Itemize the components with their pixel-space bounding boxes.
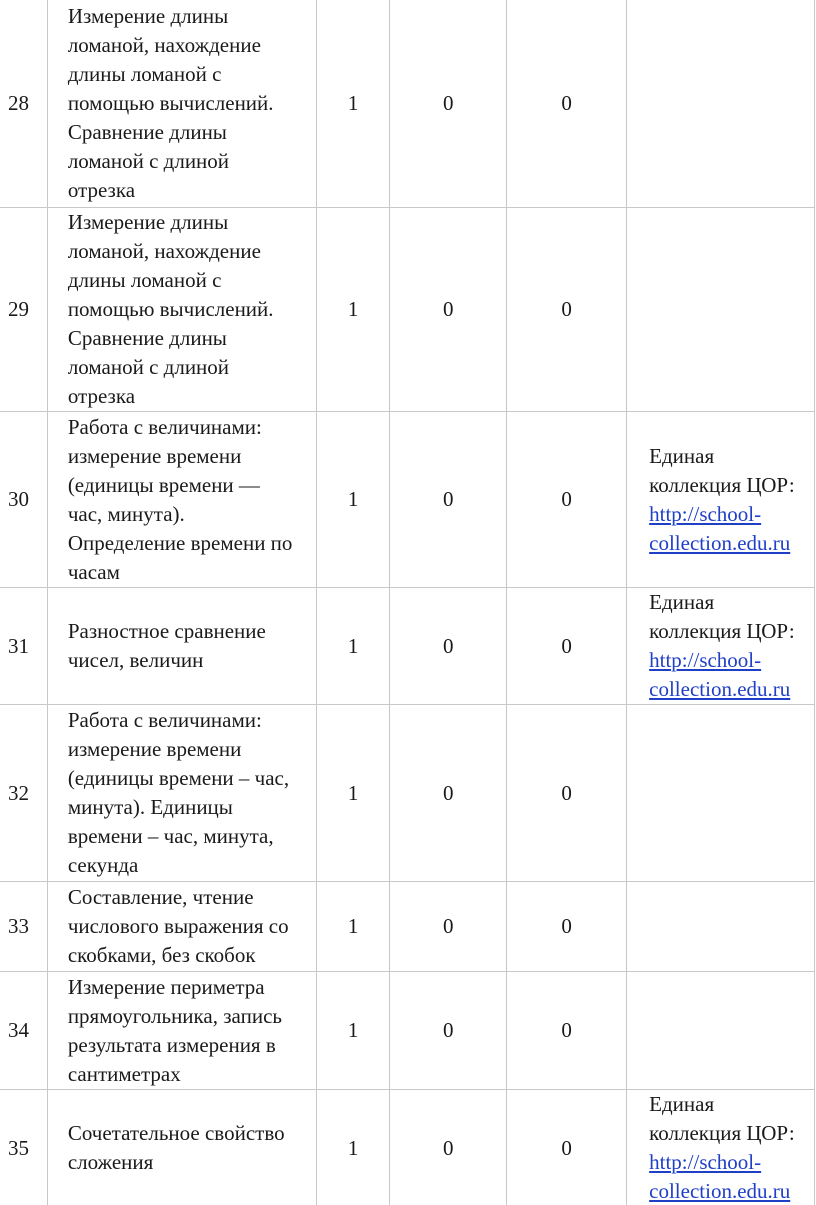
topic-line: результата измерения в (67, 1032, 276, 1057)
topic-line: ломаной, нахождение (67, 239, 261, 263)
hours-control: 0 (390, 588, 507, 705)
topic-line: длины ломаной с (67, 61, 222, 86)
lesson-topic (47, 705, 316, 882)
hours-total: 1 (316, 0, 389, 208)
topic-line: час, минута). (67, 501, 185, 526)
table-row (0, 588, 815, 705)
topic-line: помощью вычислений. (67, 90, 274, 115)
lesson-topic (47, 0, 316, 208)
resource-label: коллекция ЦОР: (649, 619, 795, 643)
hours-total: 1 (316, 972, 389, 1090)
digital-resource (627, 412, 815, 588)
lesson-topic (47, 412, 316, 588)
table-row (0, 0, 815, 208)
resource-label: Единая (649, 443, 715, 468)
topic-line: отрезка (67, 177, 136, 202)
topic-line: помощью вычислений. (67, 297, 274, 321)
row-number: 35 (0, 1090, 47, 1205)
hours-control: 0 (390, 1090, 507, 1205)
table-row (0, 1090, 815, 1205)
hours-total: 1 (316, 208, 389, 412)
topic-line: Сравнение длины (67, 119, 227, 144)
hours-practical: 0 (507, 0, 627, 208)
topic-line: времени – час, минута, (67, 824, 274, 848)
row-number: 28 (0, 0, 47, 208)
topic-line: длины ломаной с (67, 268, 222, 292)
resource-link[interactable]: collection.edu.ru (649, 1179, 791, 1203)
topic-line: (единицы времени — (67, 472, 260, 497)
hours-practical: 0 (507, 972, 627, 1090)
digital-resource (627, 882, 815, 972)
hours-total: 1 (316, 705, 389, 882)
digital-resource (627, 1090, 815, 1205)
table-row (0, 972, 815, 1090)
hours-practical: 0 (507, 882, 627, 972)
resource-link[interactable]: collection.edu.ru (649, 530, 791, 555)
hours-total: 1 (316, 412, 389, 588)
topic-line: отрезка (67, 384, 136, 408)
table-row (0, 882, 815, 972)
hours-practical: 0 (507, 1090, 627, 1205)
resource-link[interactable]: http://school- (649, 501, 762, 526)
topic-line: Измерение длины (67, 210, 229, 234)
hours-control: 0 (390, 882, 507, 972)
lesson-topic (47, 1090, 316, 1205)
topic-line: Работа с величинами: (67, 708, 262, 732)
row-number: 34 (0, 972, 47, 1090)
hours-total: 1 (316, 882, 389, 972)
topic-line: прямоугольника, запись (67, 1003, 282, 1028)
topic-line: ломаной с длиной (67, 148, 230, 173)
digital-resource (627, 0, 815, 208)
hours-control: 0 (390, 208, 507, 412)
hours-total: 1 (316, 588, 389, 705)
row-number: 31 (0, 588, 47, 705)
table-row (0, 705, 815, 882)
digital-resource (627, 972, 815, 1090)
hours-control: 0 (390, 705, 507, 882)
topic-line: Работа с величинами: (67, 414, 262, 439)
hours-control: 0 (390, 972, 507, 1090)
resource-label: коллекция ЦОР: (649, 1121, 795, 1145)
hours-practical: 0 (507, 588, 627, 705)
topic-line: измерение времени (67, 443, 242, 468)
topic-line: Сочетательное свойство (67, 1121, 285, 1145)
topic-line: ломаной, нахождение (67, 32, 261, 57)
digital-resource (627, 705, 815, 882)
topic-line: числового выражения со (67, 914, 289, 938)
hours-total: 1 (316, 1090, 389, 1205)
topic-line: сложения (67, 1150, 154, 1174)
digital-resource (627, 208, 815, 412)
topic-line: скобками, без скобок (67, 943, 256, 967)
table-row (0, 208, 815, 412)
resource-label: Единая (649, 590, 715, 614)
topic-line: минута). Единицы (67, 795, 233, 819)
lesson-topic (47, 208, 316, 412)
resource-label: коллекция ЦОР: (649, 472, 795, 497)
topic-line: сантиметрах (67, 1061, 181, 1086)
lesson-topic (47, 972, 316, 1090)
topic-line: (единицы времени – час, (67, 766, 290, 790)
topic-line: Измерение длины (67, 3, 229, 28)
hours-practical: 0 (507, 208, 627, 412)
lesson-topic (47, 588, 316, 705)
row-number: 33 (0, 882, 47, 972)
topic-line: секунда (67, 853, 139, 877)
topic-line: Сравнение длины (67, 326, 227, 350)
hours-practical: 0 (507, 412, 627, 588)
topic-line: Измерение периметра (67, 974, 265, 999)
topic-line: Составление, чтение (67, 885, 254, 909)
topic-line: ломаной с длиной (67, 355, 230, 379)
resource-label: Единая (649, 1092, 715, 1116)
hours-practical: 0 (507, 705, 627, 882)
row-number: 29 (0, 208, 47, 412)
topic-line: Определение времени по (67, 530, 293, 555)
resource-link[interactable]: collection.edu.ru (649, 677, 791, 701)
digital-resource (627, 588, 815, 705)
row-number: 30 (0, 412, 47, 588)
topic-line: измерение времени (67, 737, 242, 761)
resource-link[interactable]: http://school- (649, 648, 762, 672)
hours-control: 0 (390, 412, 507, 588)
topic-line: Разностное сравнение (67, 619, 266, 643)
row-number: 32 (0, 705, 47, 882)
lesson-topic (47, 882, 316, 972)
resource-link[interactable]: http://school- (649, 1150, 762, 1174)
topic-line: чисел, величин (67, 648, 204, 672)
hours-control: 0 (390, 0, 507, 208)
table-row (0, 412, 815, 588)
topic-line: часам (67, 559, 120, 584)
